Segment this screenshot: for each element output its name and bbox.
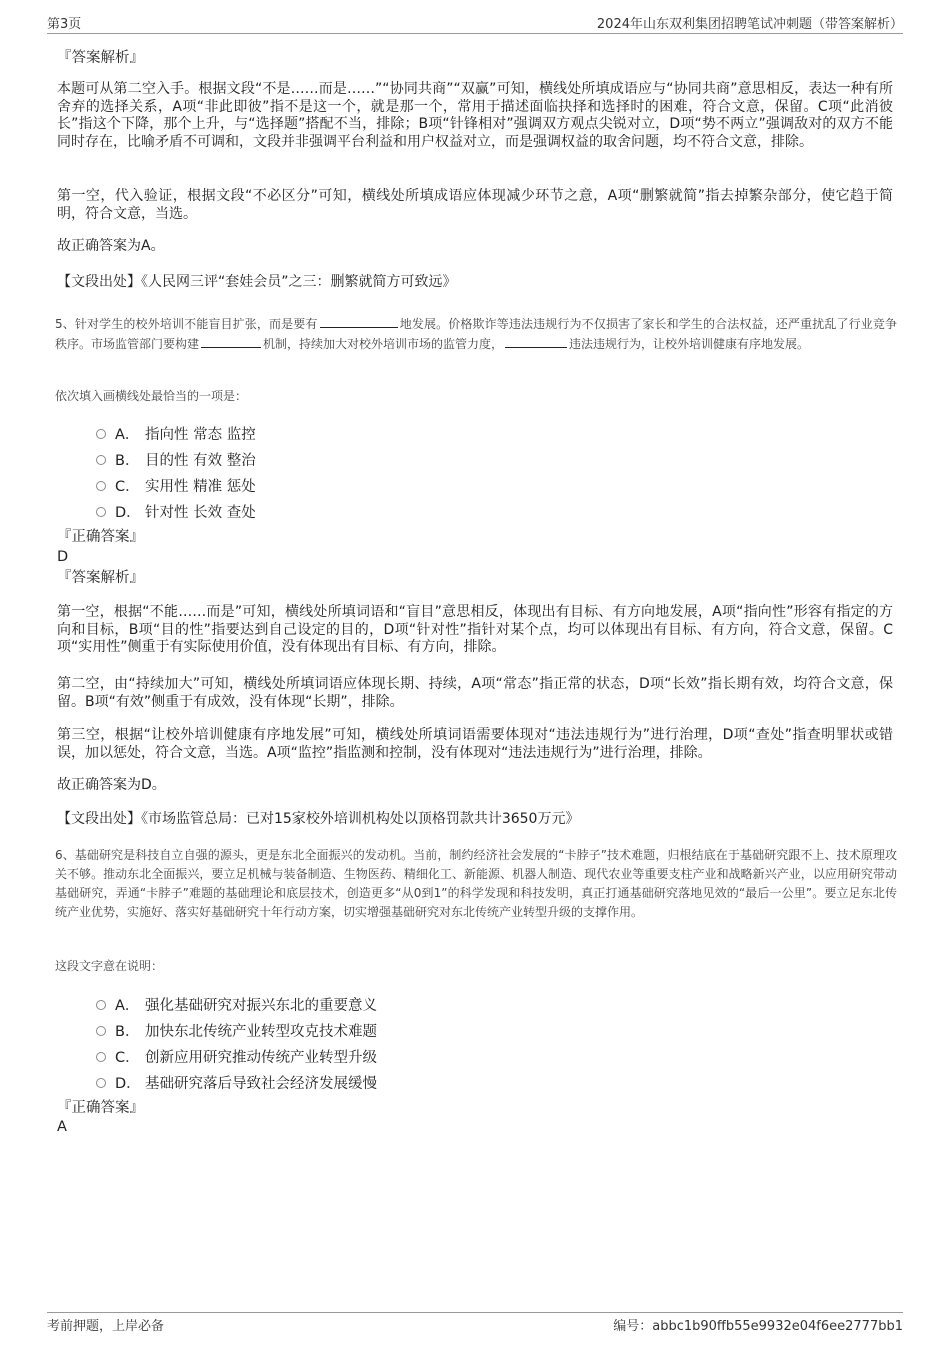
footer-motto: 考前押题，上岸必备 <box>47 1319 165 1334</box>
q6-answer-label: 『正确答案』 <box>57 1100 144 1116</box>
q4-analysis-paragraph-1: 本题可从第二空入手。根据文段“不是……而是……”“协同共商”“双赢”可知，横线处所填成语应与“协同共商”意思相反，表达一种有所舍弃的选择关系，A项“非此即彼”指不是这一个，就是那一个，常用于描述面临抉择和选择时的困难，符合文意，保留。C项“此消彼长”指这个下降，那个上升，与“选择题”搭配不当，排除；B项“针锋相对”强调双方观点尖锐对立，D项“势不两立”强调敌对的双方不能同时存在，比喻矛盾不可调和，文段并非强调平台利益和用户权益对立，而是强调权益的取舍问题，均不符合文意，排除。 <box>57 81 893 150</box>
option-text: 加快东北传统产业转型攻克技术难题 <box>145 1024 377 1040</box>
q5-analysis-paragraph-1: 第一空，根据“不能……而是”可知，横线处所填词语和“盲目”意思相反，体现出有目标、有方向地发展，A项“指向性”形容有指定的方向和目标，B项“目的性”指要达到自己设定的目的，D项“针对性”指针对某个点，均可以体现出有目标、有方向，符合文意，保留。C项“实用性”侧重于有实际使用价值，没有体现出有目标、有方向，排除。 <box>57 604 893 656</box>
option-letter: D． <box>115 505 141 521</box>
option-text: 针对性 长效 查处 <box>145 505 256 521</box>
q6-prompt: 这段文字意在说明： <box>55 959 164 973</box>
q5-stem-part-1: 5、针对学生的校外培训不能盲目扩张，而是要有 <box>55 317 318 331</box>
option-text: 强化基础研究对振兴东北的重要意义 <box>145 998 377 1014</box>
q4-analysis-paragraph-2: 第一空，代入验证，根据文段“不必区分”可知，横线处所填成语应体现减少环节之意，A项“删繁就简”指去掉繁杂部分，使它趋于简明，符合文意，当选。 <box>57 188 893 222</box>
page-number: 第3页 <box>47 17 82 32</box>
q5-stem-part-4: 违法违规行为，让校外培训健康有序地发展。 <box>569 337 810 351</box>
q5-stem-part-3: 机制，持续加大对校外培训市场的监管力度， <box>263 337 504 351</box>
page-header <box>47 13 903 34</box>
q6-option-d[interactable] <box>96 1072 377 1092</box>
q6-option-c[interactable] <box>96 1046 377 1066</box>
radio-icon[interactable] <box>96 1000 106 1010</box>
q5-answer: D <box>57 549 69 565</box>
option-letter: C． <box>115 1050 140 1066</box>
radio-icon[interactable] <box>96 1052 106 1062</box>
q5-option-b[interactable] <box>96 449 256 469</box>
q6-stem: 6、基础研究是科技自立自强的源头，更是东北全面振兴的发动机。当前，制约经济社会发展的“卡脖子”技术难题，归根结底在于基础研究跟不上、技术原理攻关不够。推动东北全面振兴，要立足机械与装备制造、生物医药、精细化工、新能源、机器人制造、现代农业等重要支柱产业和战略新兴产业，以应用研究带动基础研究，弄通“卡脖子”难题的基础理论和底层技术，创造更多“从0到1”的科学发现和科技发明，真正打通基础研究落地见效的“最后一公里”。要立足东北传统产业优势，实施好、落实好基础研究十年行动方案，切实增强基础研究对东北传统产业转型升级的支撑作用。 <box>55 848 897 919</box>
q5-analysis-label: 『答案解析』 <box>57 570 144 586</box>
q5-blank-1 <box>320 314 398 328</box>
q5-option-a[interactable] <box>96 423 256 443</box>
q6-option-a[interactable] <box>96 994 377 1014</box>
option-text: 创新应用研究推动传统产业转型升级 <box>145 1050 377 1066</box>
radio-icon[interactable] <box>96 1078 106 1088</box>
document-title: 2024年山东双利集团招聘笔试冲刺题（带答案解析） <box>596 17 903 32</box>
radio-icon[interactable] <box>96 507 106 517</box>
q5-stem-part-2: 地发展。价格欺诈等违法违规行为不仅损害了家长和学生的合法权益，还严重扰乱了行业竞争秩序。市场监管部门要构建 <box>55 317 897 351</box>
option-text: 基础研究落后导致社会经济发展缓慢 <box>145 1076 377 1092</box>
radio-icon[interactable] <box>96 429 106 439</box>
q4-source: 【文段出处】《人民网三评“套娃会员”之三：删繁就简方可致远》 <box>57 274 457 290</box>
q4-analysis-label: 『答案解析』 <box>57 50 144 66</box>
q5-prompt: 依次填入画横线处最恰当的一项是： <box>55 389 248 403</box>
option-text: 实用性 精准 惩处 <box>145 479 256 495</box>
page-footer <box>47 1312 903 1333</box>
option-text: 指向性 常态 监控 <box>145 427 256 443</box>
q5-blank-2 <box>201 334 261 348</box>
q5-option-d[interactable] <box>96 501 256 521</box>
q5-answer-label: 『正确答案』 <box>57 529 144 545</box>
q5-analysis-paragraph-3: 第三空，根据“让校外培训健康有序地发展”可知，横线处所填词语需要体现对“违法违规行为”进行治理，D项“查处”指查明罪状或错误，加以惩处，符合文意，当选。A项“监控”指监测和控制，没有体现对“违法违规行为”进行治理，排除。 <box>57 727 893 761</box>
q6-option-b[interactable] <box>96 1020 377 1040</box>
q4-conclusion: 故正确答案为A。 <box>57 238 165 254</box>
q5-analysis-paragraph-2: 第二空，由“持续加大”可知，横线处所填词语应体现长期、持续，A项“常态”指正常的状态，D项“长效”指长期有效，均符合文意，保留。B项“有效”侧重于有成效，没有体现“长期”，排除。 <box>57 676 893 710</box>
q5-conclusion: 故正确答案为D。 <box>57 777 166 793</box>
option-letter: B． <box>115 453 140 469</box>
radio-icon[interactable] <box>96 481 106 491</box>
option-letter: A． <box>115 427 140 443</box>
q5-source: 【文段出处】《市场监管总局：已对15家校外培训机构处以顶格罚款共计3650万元》 <box>57 811 580 827</box>
q5-blank-3 <box>505 334 567 348</box>
option-letter: C． <box>115 479 140 495</box>
option-text: 目的性 有效 整治 <box>145 453 256 469</box>
document-code: 编号：abbc1b90ffb55e9932e04f6ee2777bb1 <box>613 1319 903 1334</box>
radio-icon[interactable] <box>96 455 106 465</box>
q5-stem <box>55 314 897 354</box>
option-letter: A． <box>115 998 140 1014</box>
q6-answer: A <box>57 1119 67 1135</box>
option-letter: B． <box>115 1024 140 1040</box>
radio-icon[interactable] <box>96 1026 106 1036</box>
q5-option-c[interactable] <box>96 475 256 495</box>
option-letter: D． <box>115 1076 141 1092</box>
